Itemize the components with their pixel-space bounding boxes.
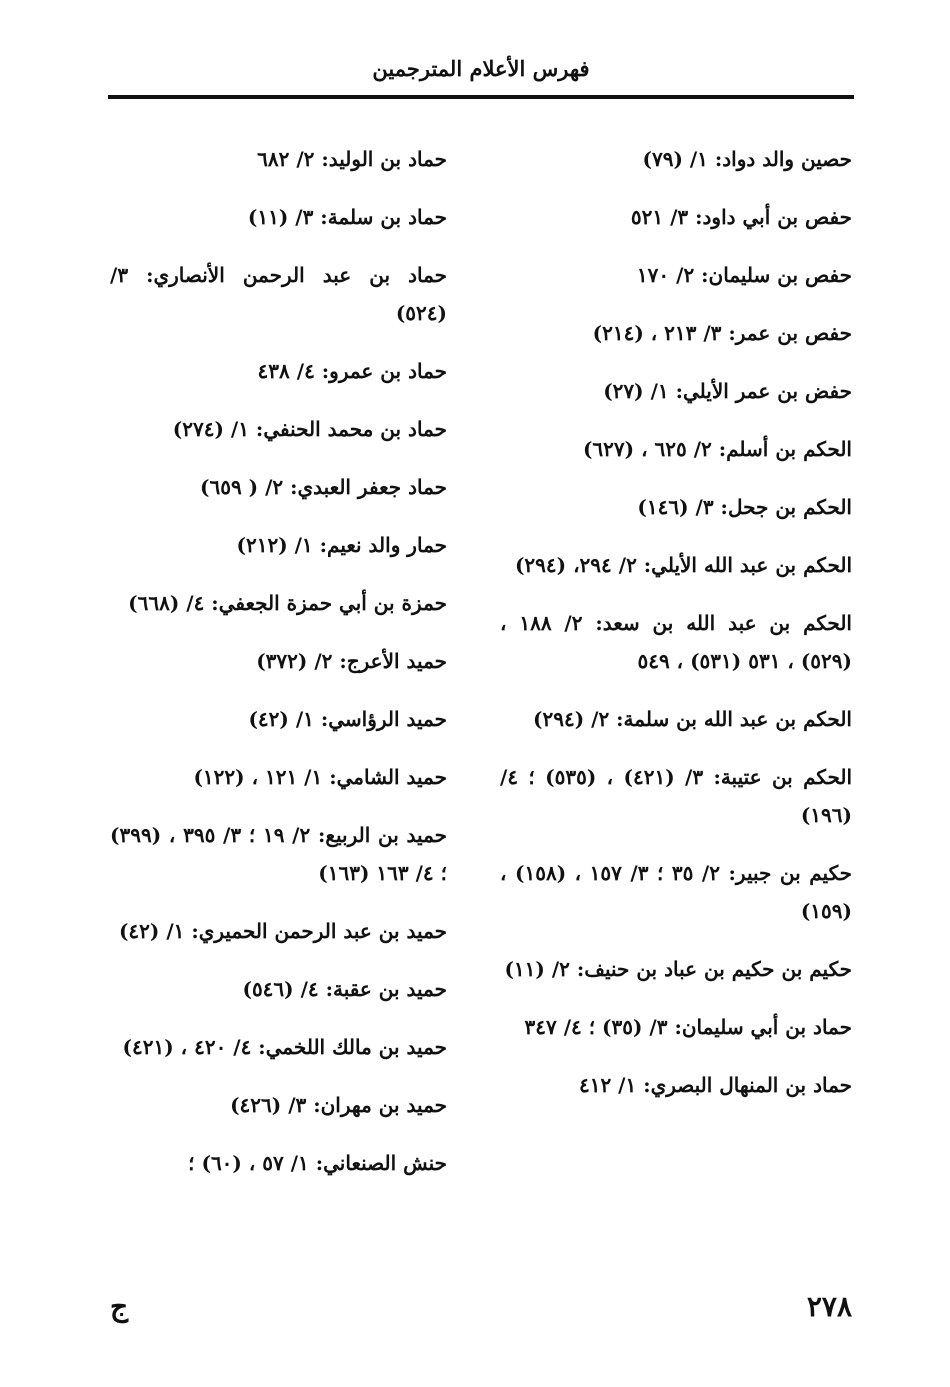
- index-entry: حميد الأعرج: ٢/ (٣٧٢): [256, 649, 447, 673]
- index-entry: حكيم بن حكيم بن عباد بن حنيف: ٢/ (١١): [504, 957, 852, 981]
- page-header-title: فهرس الأعلام المترجمين: [372, 56, 590, 81]
- index-entry: حميد بن الربيع: ٢/ ١٩ ؛ ٣/ ٣٩٥ ، (٣٩٩) ؛ ٤/ ١٦٣ (١٦٣): [110, 823, 447, 885]
- index-entry: حماد بن المنهال البصري: ١/ ٤١٢: [578, 1073, 852, 1097]
- index-column-left: [110, 140, 447, 1202]
- index-entry: حميد الرؤاسي: ١/ (٤٢): [248, 707, 447, 731]
- index-entry: حفص بن عمر: ٣/ ٢١٣ ، (٢١٤): [592, 321, 852, 345]
- index-entry: حميد بن عبد الرحمن الحميري: ١/ (٤٢): [118, 919, 447, 943]
- index-entry: حماد بن عبد الرحمن الأنصاري: ٣/ (٥٢٤): [110, 263, 447, 325]
- page-number: ٢٧٨: [806, 1290, 852, 1323]
- index-entry: الحكم بن أسلم: ٢/ ٦٢٥ ، (٦٢٧): [582, 437, 852, 461]
- index-entry: حكيم بن جبير: ٢/ ٣٥ ؛ ٣/ ١٥٧ ، (١٥٨) ، (١٥٩): [500, 861, 852, 923]
- index-entry: الحكم بن عبد الله بن سعد: ٢/ ١٨٨ ، (٥٢٩) ، ٥٣١ (٥٣١) ، ٥٤٩: [500, 611, 852, 673]
- signature-mark: ج: [110, 1290, 129, 1323]
- index-entry: حمزة بن أبي حمزة الجعفي: ٤/ (٦٦٨): [128, 591, 447, 615]
- index-entry: حماد بن عمرو: ٤/ ٤٣٨: [257, 359, 447, 383]
- index-entry: الحكم بن عبد الله بن سلمة: ٢/ (٢٩٤): [533, 707, 852, 731]
- index-entry: الحكم بن عتيبة: ٣/ (٤٢١) ، (٥٣٥) ؛ ٤/ (١٩٦): [500, 765, 853, 827]
- index-entry: حميد بن مهران: ٣/ (٤٢٦): [230, 1093, 447, 1117]
- index-entry: حفض بن عمر الأيلي: ١/ (٢٧): [603, 379, 852, 403]
- index-entry: حفص بن سليمان: ٢/ ١٧٠: [636, 263, 852, 287]
- index-entry: حنش الصنعاني: ١/ ٥٧ ، (٦٠) ؛: [188, 1151, 447, 1175]
- header-rule: [108, 95, 854, 99]
- index-entry: حصين والد دواد: ١/ (٧٩): [642, 147, 852, 171]
- index-entry: حفص بن أبي داود: ٣/ ٥٢١: [630, 205, 852, 229]
- index-entry: حميد بن مالك اللخمي: ٤/ ٤٢٠ ، (٤٢١): [122, 1035, 447, 1059]
- index-entry: حماد بن محمد الحنفي: ١/ (٢٧٤): [172, 417, 447, 441]
- index-entry: حمار والد نعيم: ١/ (٢١٢): [236, 533, 447, 557]
- index-entry: حماد بن الوليد: ٢/ ٦٨٢: [257, 147, 447, 171]
- index-entry: حماد بن سلمة: ٣/ (١١): [247, 205, 447, 229]
- index-entry: حماد بن أبي سليمان: ٣/ (٣٥) ؛ ٤/ ٣٤٧: [524, 1015, 852, 1039]
- index-entry: حميد بن عقبة: ٤/ (٥٤٦): [242, 977, 447, 1001]
- index-entry: الحكم بن جحل: ٣/ (١٤٦): [637, 495, 852, 519]
- index-entry: الحكم بن عبد الله الأيلي: ٢/ ٢٩٤، (٢٩٤): [514, 553, 852, 577]
- index-column-right: [500, 140, 852, 1124]
- index-entry: حماد جعفر العبدي: ٢/ ( ٦٥٩): [199, 475, 447, 499]
- index-entry: حميد الشامي: ١/ ١٢١ ، (١٢٢): [193, 765, 447, 789]
